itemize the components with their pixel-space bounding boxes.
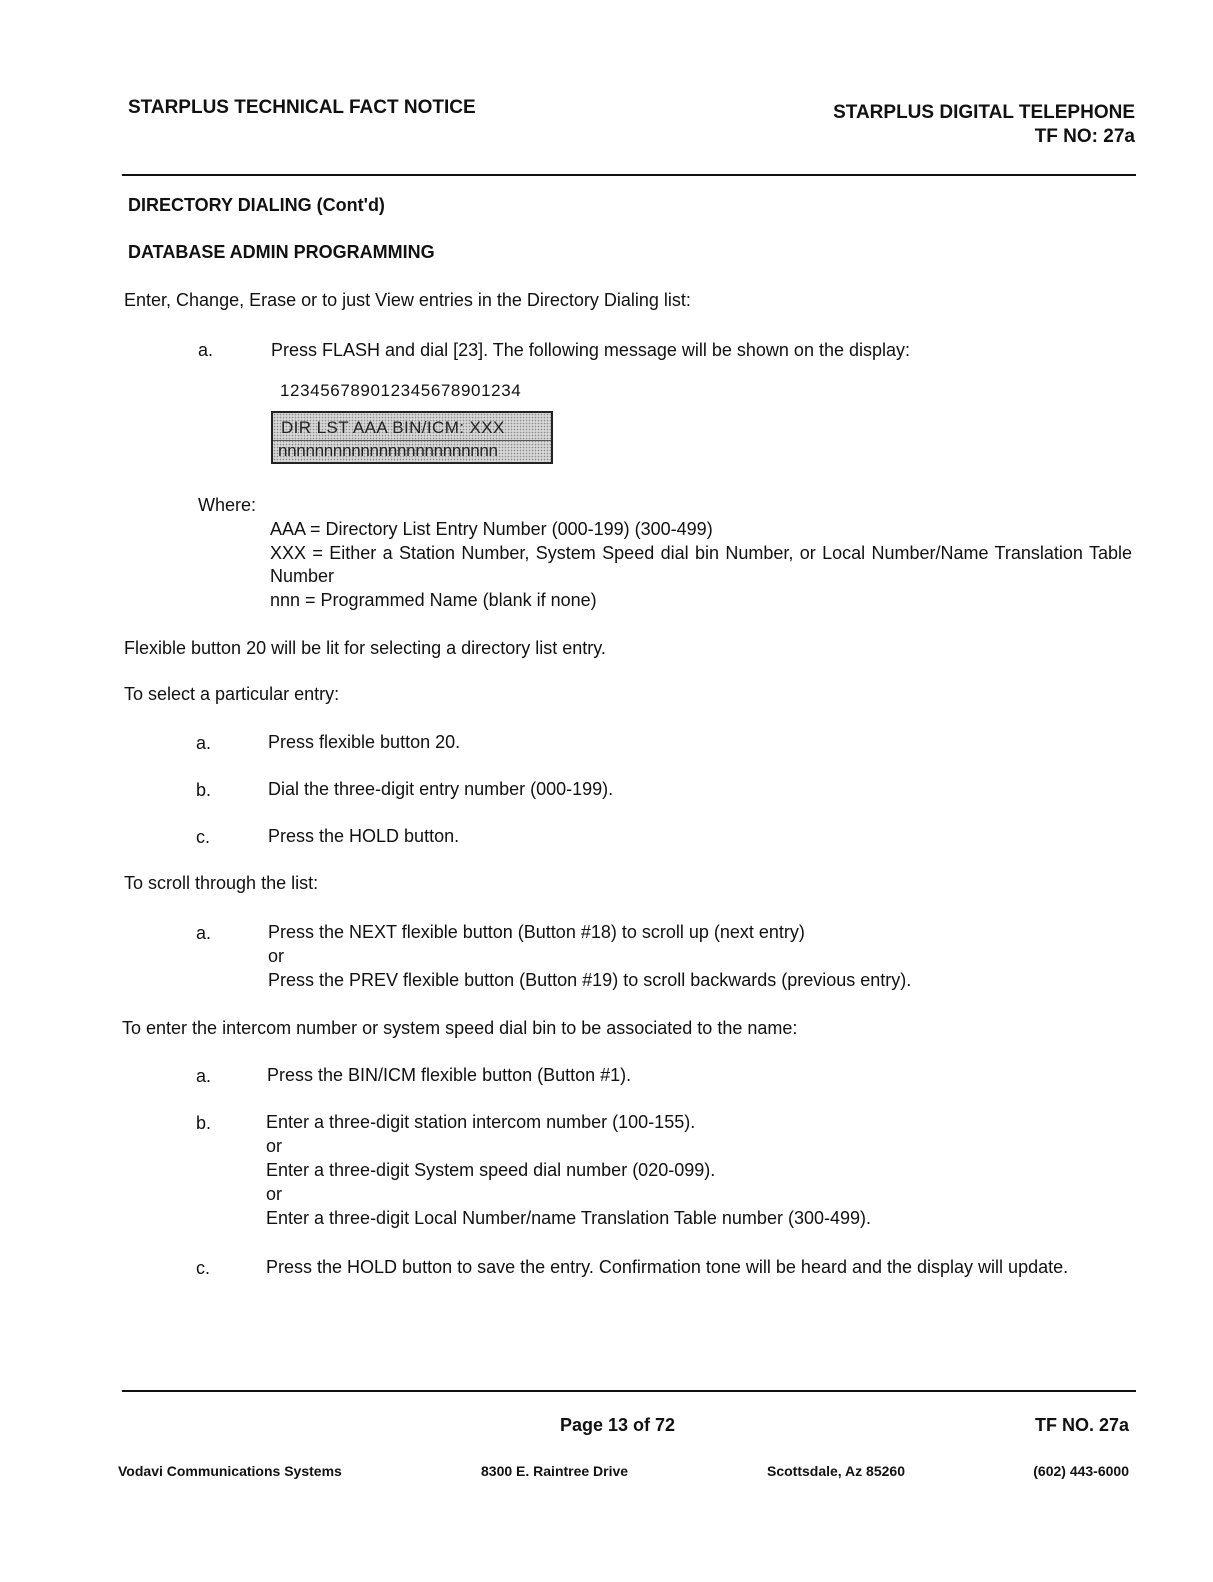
- header-divider: [122, 174, 1136, 176]
- intercom-step-b-or: or: [266, 1136, 283, 1156]
- header-right-title: STARPLUS DIGITAL TELEPHONE: [833, 102, 1135, 123]
- intercom-step-b-line3: Enter a three-digit Local Number/name Translation Table number (300-499).: [266, 1208, 871, 1228]
- flex-note: Flexible button 20 will be lit for selecting a directory list entry.: [124, 638, 606, 658]
- select-step-text: Press the HOLD button.: [268, 826, 460, 846]
- display-ruler: 123456789012345678901234: [280, 381, 522, 400]
- header-left-title: STARPLUS TECHNICAL FACT NOTICE: [128, 97, 476, 118]
- select-intro: To select a particular entry:: [124, 684, 340, 704]
- footer-divider: [122, 1390, 1136, 1392]
- intercom-step-label: b.: [196, 1113, 212, 1133]
- intercom-step-b-or: or: [266, 1184, 283, 1204]
- lcd-display: [271, 411, 553, 464]
- intercom-step-b-line2: Enter a three-digit System speed dial number (020-099).: [266, 1160, 716, 1180]
- intercom-step-b-line1: Enter a three-digit station intercom number (100-155).: [266, 1112, 696, 1132]
- section-subtitle: DATABASE ADMIN PROGRAMMING: [128, 242, 435, 262]
- where-xxx: XXX = Either a Station Number, System Speed dial bin Number, or Local Number/Name Translation Table Number: [270, 543, 1132, 586]
- step-label: a.: [198, 340, 214, 360]
- select-step-text: Press flexible button 20.: [268, 732, 461, 752]
- select-step-text: Dial the three-digit entry number (000-199).: [268, 779, 614, 799]
- intercom-step-label: a.: [196, 1066, 212, 1086]
- select-step-label: a.: [196, 733, 212, 753]
- intercom-step-label: c.: [196, 1258, 211, 1278]
- intercom-step-c-text: Press the HOLD button to save the entry. Confirmation tone will be heard and the display will update.: [266, 1257, 1069, 1277]
- intercom-step-a-text: Press the BIN/ICM flexible button (Button #1).: [267, 1065, 632, 1085]
- scroll-or: or: [268, 946, 285, 966]
- where-label: Where:: [198, 495, 257, 515]
- footer-page-number: Page 13 of 72: [560, 1415, 676, 1435]
- lcd-line-1: DIR LST AAA BIN/ICM: XXX: [281, 418, 505, 437]
- footer-phone: (602) 443-6000: [1033, 1463, 1129, 1479]
- scroll-intro: To scroll through the list:: [124, 873, 319, 893]
- intro-text: Enter, Change, Erase or to just View entries in the Directory Dialing list:: [124, 290, 691, 310]
- scroll-step-label: a.: [196, 923, 212, 943]
- footer-city: Scottsdale, Az 85260: [767, 1463, 905, 1479]
- scroll-line-prev: Press the PREV flexible button (Button #19) to scroll backwards (previous entry).: [268, 970, 912, 990]
- lcd-line-2: nnnnnnnnnnnnnnnnnnnnnnnn: [278, 441, 498, 460]
- footer-company: Vodavi Communications Systems: [118, 1463, 342, 1479]
- footer-tf-number: TF NO. 27a: [1034, 1415, 1129, 1435]
- intercom-intro: To enter the intercom number or system speed dial bin to be associated to the name:: [122, 1018, 798, 1038]
- select-step-label: b.: [196, 780, 212, 800]
- where-aaa: AAA = Directory List Entry Number (000-199) (300-499): [270, 519, 713, 539]
- step-text: Press FLASH and dial [23]. The following message will be shown on the display:: [271, 340, 911, 360]
- select-step-label: c.: [196, 827, 211, 847]
- header-tf-number: TF NO: 27a: [1034, 126, 1135, 147]
- where-nnn: nnn = Programmed Name (blank if none): [270, 590, 597, 610]
- scroll-line-next: Press the NEXT flexible button (Button #18) to scroll up (next entry): [268, 922, 805, 942]
- section-title: DIRECTORY DIALING (Cont'd): [128, 195, 385, 215]
- footer-address: 8300 E. Raintree Drive: [481, 1463, 629, 1479]
